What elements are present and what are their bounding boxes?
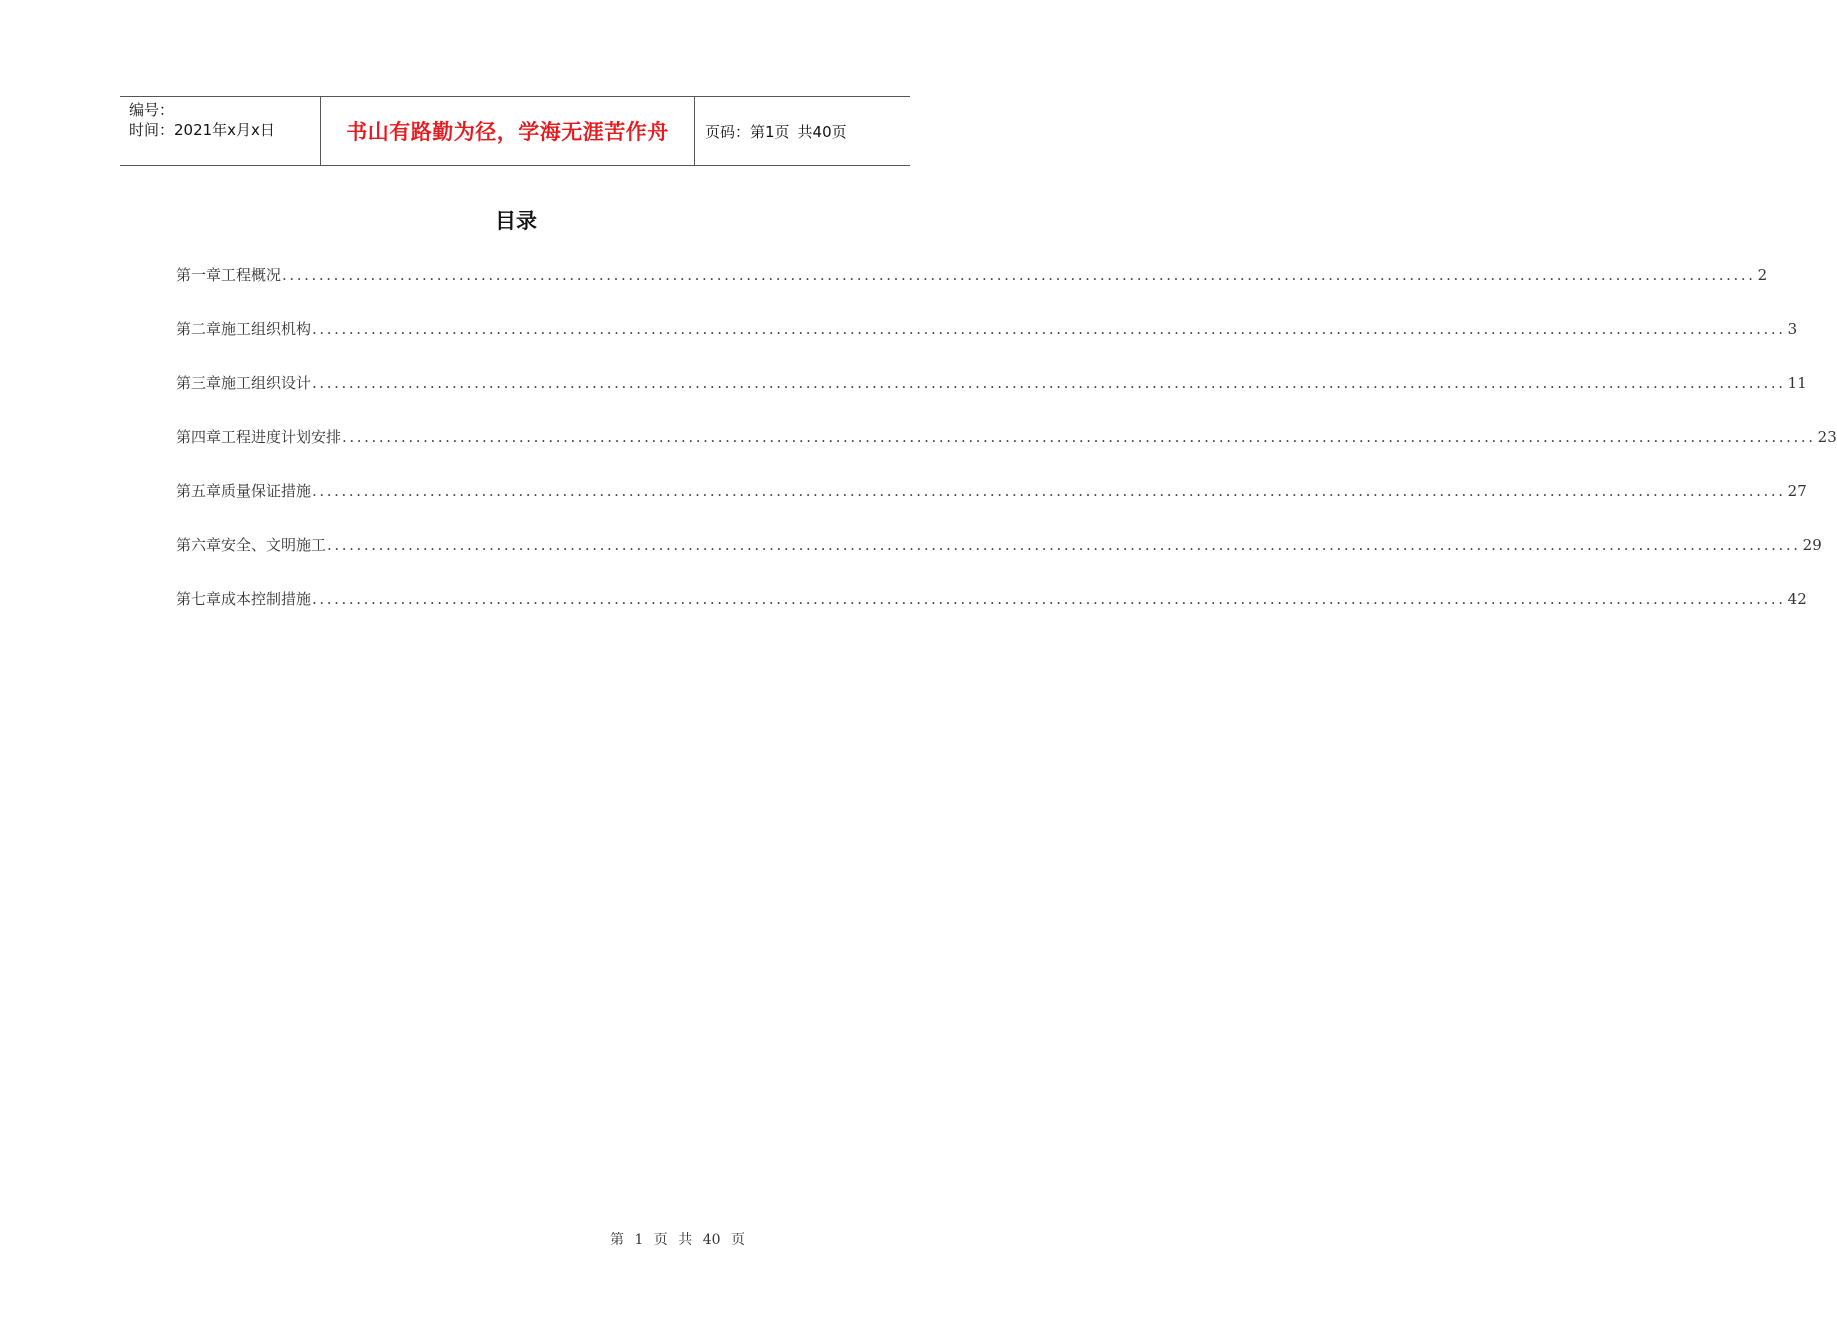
document-header: [120, 96, 910, 166]
toc-chapter-number: 第六章: [176, 536, 222, 554]
toc-chapter-title: 工程进度计划安排: [221, 428, 342, 446]
toc-dot-leader: ........................................................................................................................................................................................................: [312, 320, 1786, 338]
toc-chapter-number: 第一章: [176, 266, 222, 284]
toc-page-number: 42: [1787, 590, 1807, 608]
header-info-cell: [120, 97, 321, 165]
toc-dot-leader: ........................................................................................................................................................................................................: [327, 536, 1801, 554]
date-label: 时间：2021年x月x日: [129, 121, 275, 139]
toc-title: 目录: [495, 209, 537, 233]
toc-chapter-number: 第二章: [176, 320, 222, 338]
toc-dot-leader: ........................................................................................................................................................................................................: [312, 374, 1786, 392]
toc-entry[interactable]: [176, 264, 1768, 318]
toc-chapter-title: 质量保证措施: [221, 482, 312, 500]
toc-chapter-number: 第五章: [176, 482, 222, 500]
table-of-contents: [176, 264, 1837, 642]
toc-chapter-title: 成本控制措施: [221, 590, 312, 608]
toc-dot-leader: ........................................................................................................................................................................................................: [312, 482, 1786, 500]
toc-chapter-title: 工程概况: [221, 266, 282, 284]
toc-page-number: 3: [1787, 320, 1798, 338]
toc-page-number: 27: [1787, 482, 1807, 500]
toc-page-number: 29: [1802, 536, 1822, 554]
toc-entry[interactable]: [176, 426, 1837, 480]
toc-entry[interactable]: [176, 318, 1798, 372]
toc-page-number: 11: [1787, 374, 1807, 392]
header-page-number: 页码：第1页: [705, 122, 790, 141]
toc-dot-leader: ........................................................................................................................................................................................................: [282, 266, 1756, 284]
toc-chapter-number: 第三章: [176, 374, 222, 392]
toc-chapter-number: 第七章: [176, 590, 222, 608]
toc-entry[interactable]: [176, 372, 1807, 426]
toc-dot-leader: ........................................................................................................................................................................................................: [342, 428, 1816, 446]
toc-entry[interactable]: [176, 534, 1822, 588]
page-footer: 第 1 页 共 40 页: [610, 1232, 745, 1248]
serial-number-label: 编号：: [129, 101, 175, 119]
toc-page-number: 23: [1817, 428, 1837, 446]
header-motto-cell: [321, 97, 695, 165]
toc-dot-leader: ........................................................................................................................................................................................................: [312, 590, 1786, 608]
motto-text: 书山有路勤为径，学海无涯苦作舟: [346, 120, 669, 144]
toc-chapter-title: 安全、文明施工: [221, 536, 327, 554]
header-page-cell: [695, 97, 910, 165]
toc-entry[interactable]: [176, 480, 1807, 534]
toc-chapter-title: 施工组织设计: [221, 374, 312, 392]
toc-chapter-title: 施工组织机构: [221, 320, 312, 338]
toc-page-number: 2: [1757, 266, 1768, 284]
toc-chapter-number: 第四章: [176, 428, 222, 446]
header-page-total: 共40页: [797, 122, 847, 141]
toc-entry[interactable]: [176, 588, 1807, 642]
